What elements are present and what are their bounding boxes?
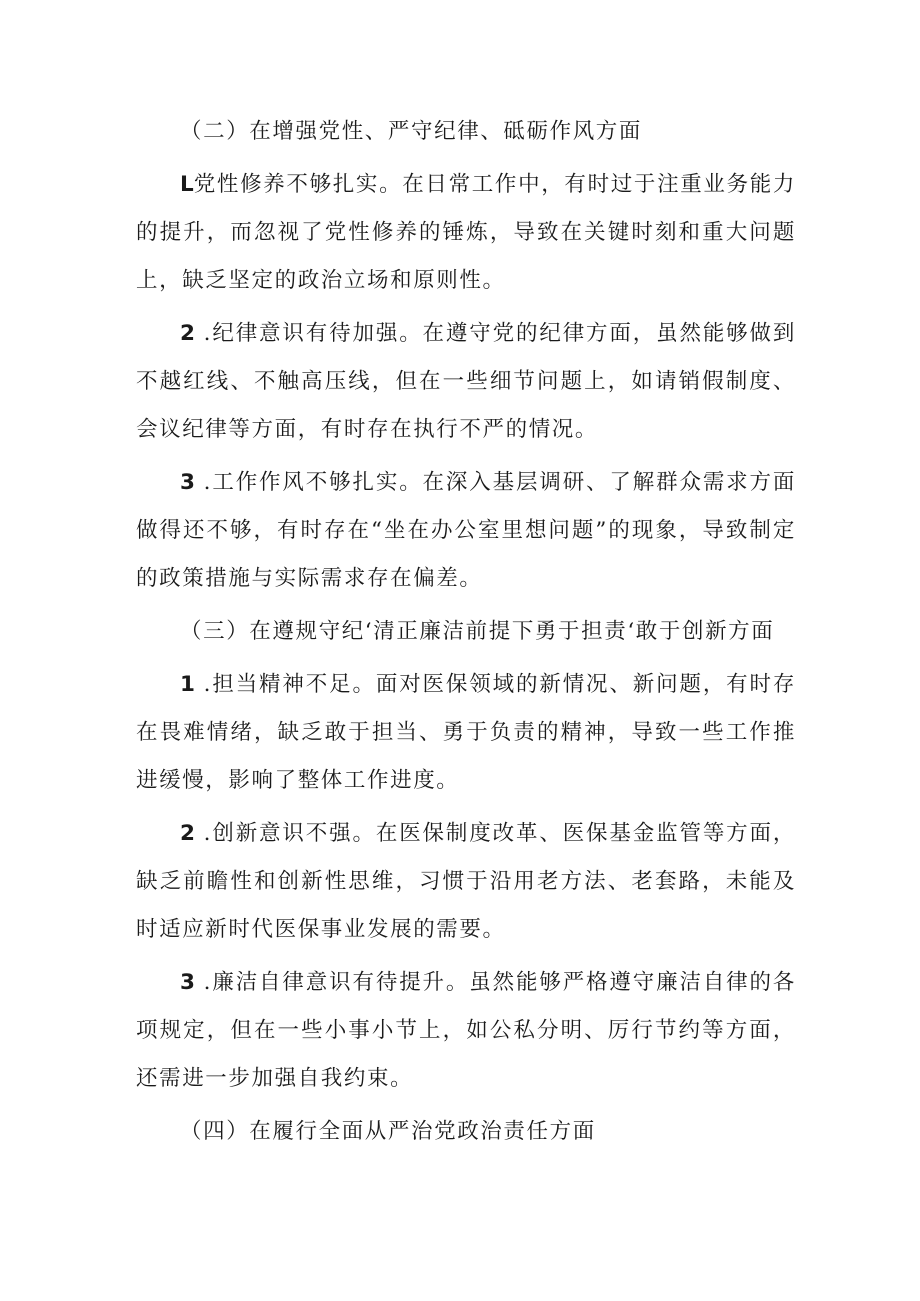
item-number: 1: [180, 672, 195, 697]
item-text: .纪律意识有待加强。在遵守党的纪律方面，虽然能够做到不越红线、不触高压线，但在一些细节问题上，如请销假制度、会议纪律等方面，有时存在执行不严的情况。: [136, 321, 796, 442]
paragraph-discipline: [136, 310, 796, 454]
paragraph-responsibility: [136, 661, 796, 805]
item-number: 3: [180, 970, 195, 995]
section-heading-4: （四）在履行全面从严治党政治责任方面: [180, 1119, 596, 1144]
paragraph-work-style: [136, 459, 796, 603]
item-text: .工作作风不够扎实。在深入基层调研、了解群众需求方面做得还不够，有时存在“坐在办公室里想问题”的现象，导致制定的政策措施与实际需求存在偏差。: [136, 470, 796, 591]
paragraph-integrity: [136, 959, 796, 1103]
item-number: 3: [180, 470, 195, 495]
document-body: [136, 108, 796, 1161]
item-number: L: [180, 172, 194, 197]
paragraph-innovation: [136, 810, 796, 954]
item-text: .廉洁自律意识有待提升。虽然能够严格遵守廉洁自律的各项规定，但在一些小事小节上，如公私分明、厉行节约等方面，还需进一步加强自我约束。: [136, 970, 796, 1091]
item-number: 2: [180, 821, 195, 846]
item-text: 党性修养不够扎实。在日常工作中，有时过于注重业务能力的提升，而忽视了党性修养的锤炼，导致在关键时刻和重大问题上，缺乏坚定的政治立场和原则性。: [136, 172, 796, 293]
item-text: .创新意识不强。在医保制度改革、医保基金监管等方面，缺乏前瞻性和创新性思维，习惯于沿用老方法、老套路，未能及时适应新时代医保事业发展的需要。: [136, 821, 796, 942]
section-heading-3: （三）在遵规守纪‘清正廉洁前提下勇于担责‘敢于创新方面: [180, 619, 775, 644]
item-text: .担当精神不足。面对医保领域的新情况、新问题，有时存在畏难情绪，缺乏敢于担当、勇于负责的精神，导致一些工作推进缓慢，影响了整体工作进度。: [136, 672, 796, 793]
section-heading-2: （二）在增强党性、严守纪律、砥砺作风方面: [180, 119, 643, 144]
paragraph-party-spirit: [136, 161, 796, 305]
item-number: 2: [180, 321, 195, 346]
